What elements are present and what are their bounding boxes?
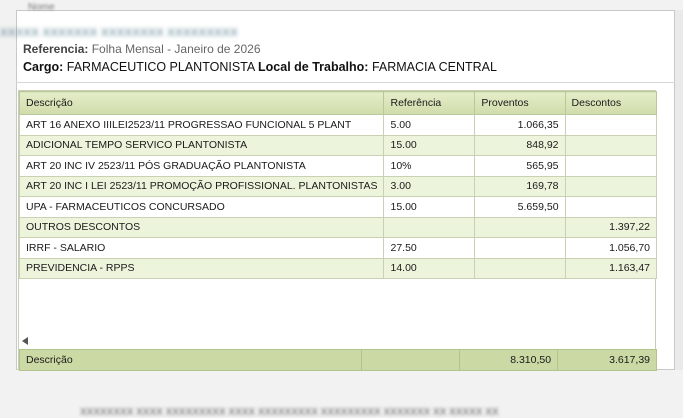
- column-header-proventos[interactable]: Proventos: [475, 92, 565, 115]
- cell-descontos: [565, 135, 656, 156]
- cell-proventos: [475, 217, 565, 238]
- cell-descricao: IRRF - SALARIO: [20, 238, 384, 259]
- window-edge: [675, 10, 683, 370]
- cell-descontos: [565, 156, 656, 177]
- cell-proventos: [475, 238, 565, 259]
- table-header-row: [20, 92, 657, 115]
- referencia-value: Folha Mensal - Janeiro de 2026: [91, 42, 261, 56]
- cell-referencia: 10%: [384, 156, 475, 177]
- totals-descricao: Descrição: [20, 350, 362, 371]
- local-label: Local de Trabalho:: [258, 60, 369, 74]
- cell-proventos: 848,92: [475, 135, 565, 156]
- table-row[interactable]: [20, 238, 657, 259]
- cell-proventos: 5.659,50: [475, 197, 565, 218]
- referencia-label: Referencia:: [23, 42, 89, 56]
- cell-descricao: ART 20 INC IV 2523/11 PÓS GRADUAÇÃO PLANTONISTA: [20, 156, 384, 177]
- cell-descricao: OUTROS DESCONTOS: [20, 217, 384, 238]
- cell-descontos: 1.056,70: [565, 238, 656, 259]
- cell-referencia: 15.00: [384, 135, 475, 156]
- table-row[interactable]: [20, 217, 657, 238]
- cell-descontos: 1.397,22: [565, 217, 656, 238]
- divider: [16, 82, 675, 83]
- totals-row: [20, 350, 657, 371]
- cell-proventos: 565,95: [475, 156, 565, 177]
- cell-descricao: ADICIONAL TEMPO SERVICO PLANTONISTA: [20, 135, 384, 156]
- cargo-line: [23, 60, 497, 74]
- totals-descontos: 3.617,39: [558, 350, 657, 371]
- cell-referencia: [384, 217, 475, 238]
- table-row[interactable]: [20, 197, 657, 218]
- cell-descricao: ART 20 INC I LEI 2523/11 PROMOÇÃO PROFISSIONAL. PLANTONISTAS: [20, 176, 384, 197]
- referencia-line: [23, 42, 261, 56]
- totals-referencia: [362, 350, 460, 371]
- cell-referencia: 5.00: [384, 115, 475, 136]
- cell-descricao: ART 16 ANEXO IIILEI2523/11 PROGRESSAO FUNCIONAL 5 PLANT: [20, 115, 384, 136]
- cell-referencia: 3.00: [384, 176, 475, 197]
- cell-proventos: 1.066,35: [475, 115, 565, 136]
- table-row[interactable]: [20, 176, 657, 197]
- cell-descricao: UPA - FARMACEUTICOS CONCURSADO: [20, 197, 384, 218]
- payroll-table: [19, 91, 657, 279]
- column-header-descricao[interactable]: Descrição: [20, 92, 384, 115]
- blurred-bottom-text: XXXXXXXX XXXX XXXXXXXXX XXXX XXXXXXXXX XXXXXXXXX XXXXXXX XX XXXXX XX: [80, 407, 499, 418]
- totals-row-table: [19, 349, 657, 371]
- table-row[interactable]: [20, 156, 657, 177]
- cargo-label: Cargo:: [23, 60, 64, 74]
- scroll-left-arrow-icon[interactable]: [22, 337, 28, 345]
- column-header-descontos[interactable]: Descontos: [565, 92, 656, 115]
- cell-proventos: 169,78: [475, 176, 565, 197]
- table-row[interactable]: [20, 258, 657, 279]
- cell-descontos: [565, 176, 656, 197]
- cell-descontos: 1.163,47: [565, 258, 656, 279]
- blurred-employee-name: XXXXX XXXXXXX XXXXXXXX XXXXXXXXX: [0, 27, 238, 39]
- totals-proventos: 8.310,50: [460, 350, 558, 371]
- cell-referencia: 15.00: [384, 197, 475, 218]
- cell-descontos: [565, 115, 656, 136]
- cargo-value: FARMACEUTICO PLANTONISTA: [66, 60, 255, 74]
- cell-descricao: PREVIDENCIA - RPPS: [20, 258, 384, 279]
- cell-referencia: 27.50: [384, 238, 475, 259]
- local-value: FARMACIA CENTRAL: [371, 60, 497, 74]
- payroll-grid: [18, 90, 656, 370]
- cell-referencia: 14.00: [384, 258, 475, 279]
- table-row[interactable]: [20, 115, 657, 136]
- table-row[interactable]: [20, 135, 657, 156]
- column-header-referencia[interactable]: Referência: [384, 92, 475, 115]
- cell-descontos: [565, 197, 656, 218]
- blurred-top-label: Nome: [28, 2, 55, 13]
- cell-proventos: [475, 258, 565, 279]
